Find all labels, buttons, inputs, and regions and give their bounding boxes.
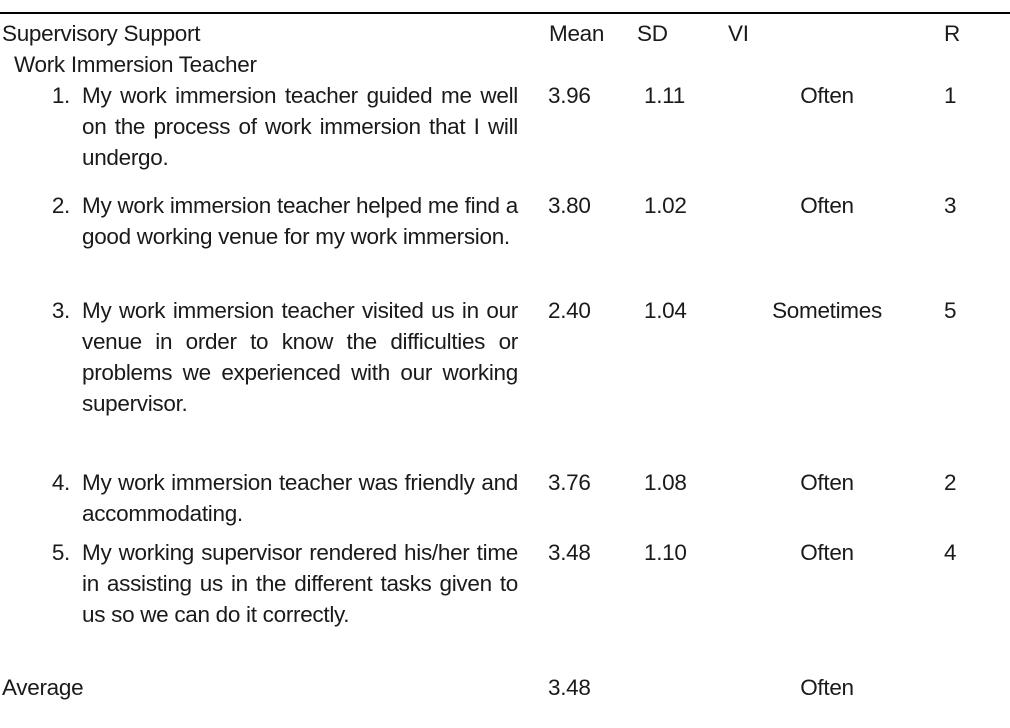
row-sd: 1.04: [644, 298, 687, 323]
row-rank: 3: [944, 193, 957, 218]
row-statement: My work immersion teacher visited us in our venue in order to know the difficulties or problems we experienced with our working supervisor.: [82, 298, 518, 416]
row-vi: Often: [800, 540, 854, 565]
row-mean: 3.80: [548, 193, 591, 218]
average-mean: 3.48: [548, 675, 591, 700]
row-sd: 1.10: [644, 540, 687, 565]
row-sd: 1.02: [644, 193, 687, 218]
row-statement: My working supervisor rendered his/her time in assisting us in the different tasks given to us so we can do it correctly.: [82, 540, 518, 627]
header-category: Supervisory Support: [2, 21, 201, 46]
row-number: 3.: [51, 298, 70, 323]
row-vi: Often: [800, 470, 854, 495]
row-rank: 5: [944, 298, 957, 323]
row-mean: 3.76: [548, 470, 591, 495]
row-rank: 4: [944, 540, 957, 565]
row-sd: 1.08: [644, 470, 687, 495]
row-statement: My work immersion teacher guided me well on the process of work immersion that I will undergo.: [82, 83, 518, 170]
row-sd: 1.11: [644, 83, 685, 108]
row-mean: 3.48: [548, 540, 591, 565]
row-number: 1.: [51, 83, 70, 108]
header-mean: Mean: [549, 21, 605, 46]
row-number: 4.: [51, 470, 70, 495]
row-mean: 2.40: [548, 298, 591, 323]
row-vi: Often: [800, 83, 854, 108]
row-rank: 1: [944, 83, 957, 108]
header-sd: SD: [637, 21, 668, 46]
average-vi: Often: [800, 675, 854, 700]
row-number: 2.: [51, 193, 70, 218]
row-rank: 2: [944, 470, 957, 495]
header-rank: R: [944, 21, 960, 46]
table-top-rule: [0, 12, 1010, 14]
row-statement: My work immersion teacher was friendly and accommodating.: [82, 470, 518, 526]
row-vi: Often: [800, 193, 854, 218]
row-statement: My work immersion teacher helped me find a good working venue for my work immersion.: [82, 193, 518, 249]
row-vi: Sometimes: [772, 298, 882, 323]
header-vi: VI: [728, 21, 749, 46]
average-label: Average: [2, 675, 84, 700]
row-number: 5.: [51, 540, 70, 565]
row-mean: 3.96: [548, 83, 591, 108]
subheading: Work Immersion Teacher: [14, 52, 257, 77]
